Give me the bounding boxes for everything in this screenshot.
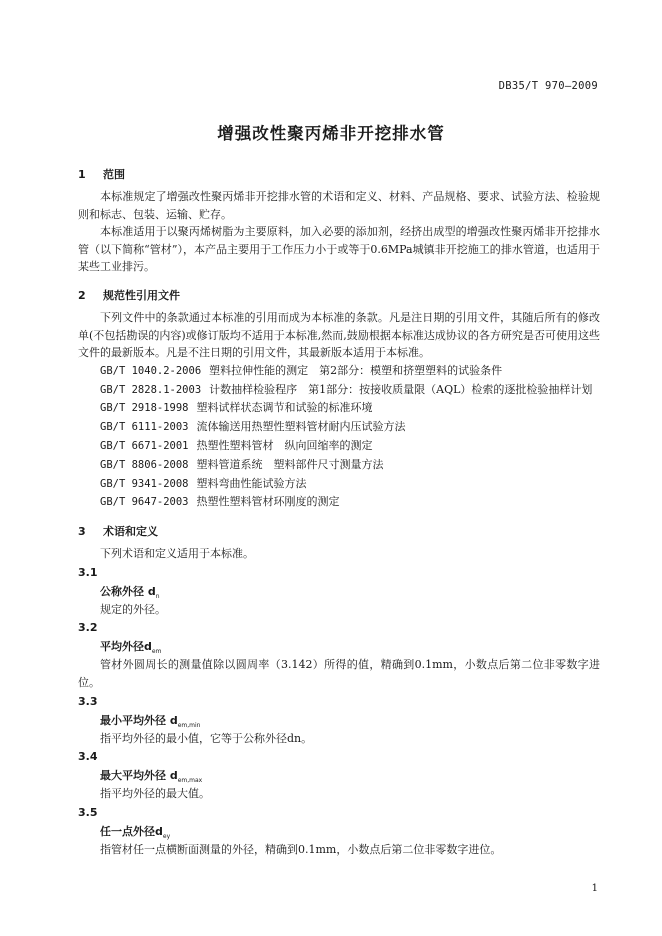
reference-code: GB/T 6111-2003 <box>100 421 189 434</box>
reference-item <box>78 418 600 437</box>
reference-title: 塑料弯曲性能试验方法 <box>196 476 307 490</box>
reference-title: 热塑性塑料管材环刚度的测定 <box>196 495 340 509</box>
term-definition: 指平均外径的最大值。 <box>100 787 210 801</box>
term-label: 任一点外径d <box>100 824 163 838</box>
term-definition: 指平均外径的最小值，它等于公称外径dn。 <box>100 731 313 745</box>
term-subscript: em,max <box>177 777 203 785</box>
term-subscript: em <box>151 648 162 656</box>
term-definition: 管材外圆周长的测量值除以圆周率（3.142）所得的值，精确到0.1mm，小数点后第二位非零数字进位。 <box>78 658 600 689</box>
reference-title: 流体输送用热塑性塑料管材耐内压试验方法 <box>196 420 406 434</box>
section-number: 1 <box>78 168 86 181</box>
term-subscript: n <box>155 592 160 600</box>
paragraph: 本标准适用于以聚丙烯树脂为主要原料，加入必要的添加剂，经挤出成型的增强改性聚丙烯非开挖排水管（以下简称“管材”），本产品主要用于工作压力小于或等于0.6MPa城镇非开挖施工的排水管道，也适用于某些工业排污。 <box>78 225 600 274</box>
document-title: 增强改性聚丙烯非开挖排水管 <box>217 124 445 143</box>
reference-title: 塑料试样状态调节和试验的标准环境 <box>196 401 373 415</box>
term-label: 最大平均外径 d <box>100 769 178 783</box>
section-number: 3 <box>78 525 86 539</box>
term-subscript: ey <box>162 832 171 840</box>
reference-item <box>78 437 600 456</box>
reference-code: GB/T 6671-2001 <box>100 439 189 452</box>
reference-item <box>78 493 600 512</box>
term-name <box>78 582 600 601</box>
reference-code: GB/T 8806-2008 <box>100 458 189 471</box>
paragraph: 本标准规定了增强改性聚丙烯非开挖排水管的术语和定义、材料、产品规格、要求、试验方法、检验规则和标志、包装、运输、贮存。 <box>78 190 600 221</box>
document-body <box>78 165 600 858</box>
reference-item <box>78 456 600 475</box>
page-number: 1 <box>591 883 598 894</box>
paragraph: 下列文件中的条款通过本标准的引用而成为本标准的条款。凡是注日期的引用文件，其随后所有的修改单(不包括勘误的内容)或修订版均不适用于本标准,然而,鼓励根据本标准达成协议的各方研究是否可使用这些文件的最新版本。凡是不注日期的引用文件，其最新版本适用于本标准。 <box>78 310 600 360</box>
term-name <box>78 766 600 785</box>
term-subscript: em,min <box>177 721 201 729</box>
section-title: 规范性引用文件 <box>103 288 180 302</box>
reference-title: 塑料拉伸性能的测定 第2部分：模塑和挤塑塑料的试验条件 <box>209 363 503 377</box>
term-name <box>78 637 600 656</box>
reference-item <box>78 362 600 381</box>
reference-title: 塑料管道系统 塑料部件尺寸测量方法 <box>196 457 384 471</box>
reference-code: GB/T 9341-2008 <box>100 477 189 490</box>
reference-code: GB/T 2918-1998 <box>100 402 189 415</box>
reference-item <box>78 399 600 418</box>
term-number: 3.2 <box>78 621 98 635</box>
term-definition: 指管材任一点横断面测量的外径，精确到0.1mm，小数点后第二位非零数字进位。 <box>100 842 502 856</box>
section-title: 范围 <box>103 168 125 181</box>
reference-code: GB/T 9647-2003 <box>100 496 189 509</box>
reference-title: 计数抽样检验程序 第1部分：按接收质量限（AQL）检索的逐批检验抽样计划 <box>209 382 593 396</box>
section-heading-normative-references <box>78 286 600 305</box>
reference-item <box>78 475 600 494</box>
section-heading-terms-definitions <box>78 522 600 541</box>
term-label: 平均外径d <box>100 640 152 654</box>
paragraph: 下列术语和定义适用于本标准。 <box>100 547 254 561</box>
reference-item <box>78 381 600 400</box>
term-number: 3.1 <box>78 565 98 579</box>
term-label: 最小平均外径 d <box>100 713 178 727</box>
section-title: 术语和定义 <box>103 525 158 539</box>
section-number: 2 <box>78 288 86 302</box>
term-number: 3.4 <box>78 750 98 764</box>
term-number: 3.3 <box>78 694 98 708</box>
standard-code: DB35/T 970—2009 <box>498 80 598 92</box>
section-heading-scope <box>78 165 600 184</box>
term-name <box>78 822 600 841</box>
reference-code: GB/T 1040.2-2006 <box>100 364 202 377</box>
term-name <box>78 711 600 730</box>
term-definition: 规定的外径。 <box>100 602 166 616</box>
reference-title: 热塑性塑料管材 纵向回缩率的测定 <box>196 438 373 452</box>
reference-code: GB/T 2828.1-2003 <box>100 383 202 396</box>
term-label: 公称外径 d <box>100 584 156 598</box>
term-number: 3.5 <box>78 805 98 819</box>
